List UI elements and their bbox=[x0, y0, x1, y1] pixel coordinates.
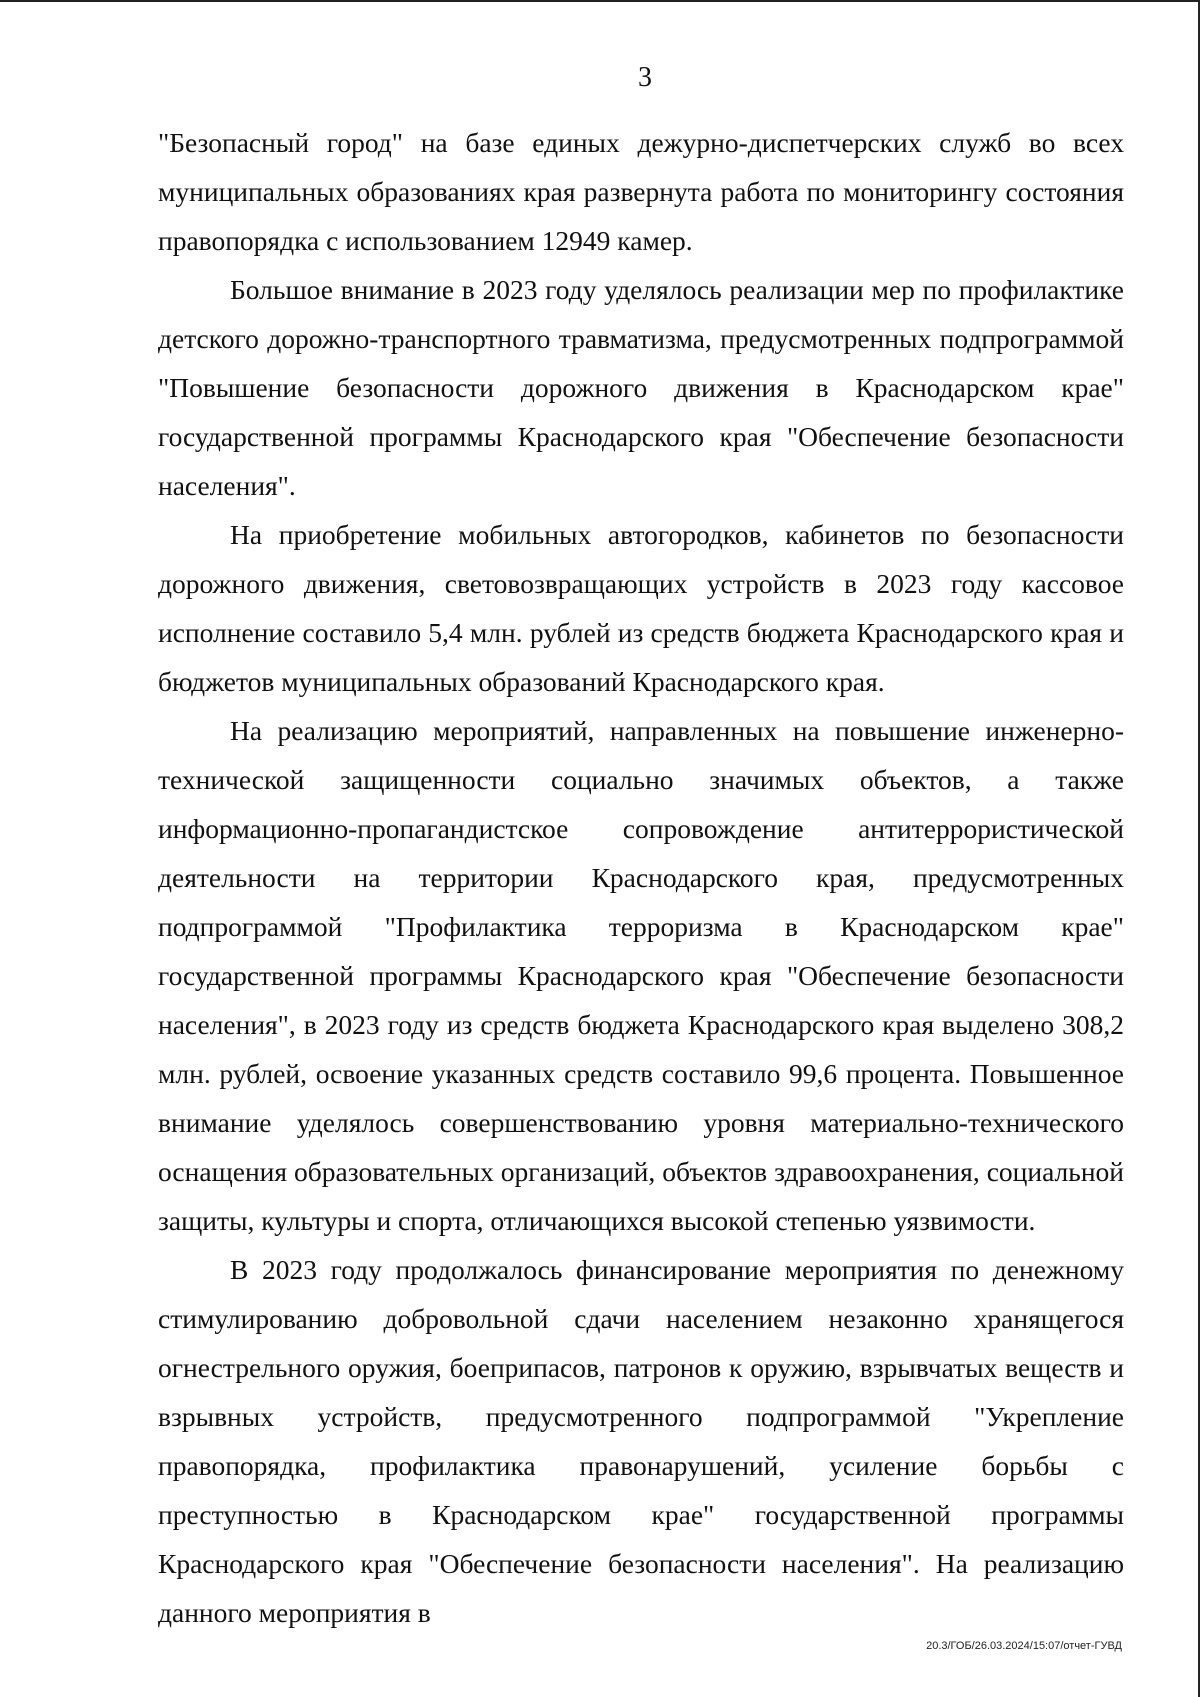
paragraph-weapons-surrender: В 2023 году продолжалось финансирование мероприятия по денежному стимулированию добровольной сдачи населением незаконно хранящегося огнестрельного оружия, боеприпасов, патронов к оружию, взрывчатых веществ и взрывных устройств, предусмотренного подпрограммой "Укрепление правопорядка, профилактика правонарушений, усиление борьбы с преступностью в Краснодарском крае" государственной программы Краснодарского края "Обеспечение безопасности населения". На реализацию данного мероприятия в bbox=[158, 1254, 1124, 1628]
paragraph-antiterror: На реализацию мероприятий, направленных на повышение инженерно-технической защищенности социально значимых объектов, а также информационно-пропагандистское сопровождение антитеррористической деятельности на территории Краснодарского края, предусмотренных подпрограммой "Профилактика терроризма в Краснодарском крае" государственной программы Краснодарского края "Обеспечение безопасности населения", в 2023 году из средств бюджета Краснодарского края выделено 308,2 млн. рублей, освоение указанных средств составило 99,6 процента. Повышенное внимание уделялось совершенствованию уровня материально-технического оснащения образовательных организаций, объектов здравоохранения, социальной защиты, культуры и спорта, отличающихся высокой степенью уязвимости. bbox=[158, 715, 1124, 1236]
paragraph-continuation: "Безопасный город" на базе единых дежурно-диспетчерских служб во всех муниципальных образованиях края развернута работа по мониторингу состояния правопорядка с использованием 12949 камер. bbox=[158, 127, 1124, 256]
document-footer-code: 20.3/ГОБ/26.03.2024/15:07/отчет-ГУВД bbox=[926, 1640, 1122, 1652]
paragraph-autogorodki: На приобретение мобильных автогородков, кабинетов по безопасности дорожного движения, световозвращающих устройств в 2023 году кассовое исполнение составило 5,4 млн. рублей из средств бюджета Краснодарского края и бюджетов муниципальных образований Краснодарского края. bbox=[158, 519, 1124, 697]
scan-top-border bbox=[0, 0, 1200, 2]
paragraph-road-safety: Большое внимание в 2023 году уделялось реализации мер по профилактике детского дорожно-транспортного травматизма, предусмотренных подпрограммой "Повышение безопасности дорожного движения в Краснодарском крае" государственной программы Краснодарского края "Обеспечение безопасности населения". bbox=[158, 274, 1124, 501]
document-body bbox=[158, 118, 1124, 1637]
page-number: 3 bbox=[638, 62, 652, 93]
